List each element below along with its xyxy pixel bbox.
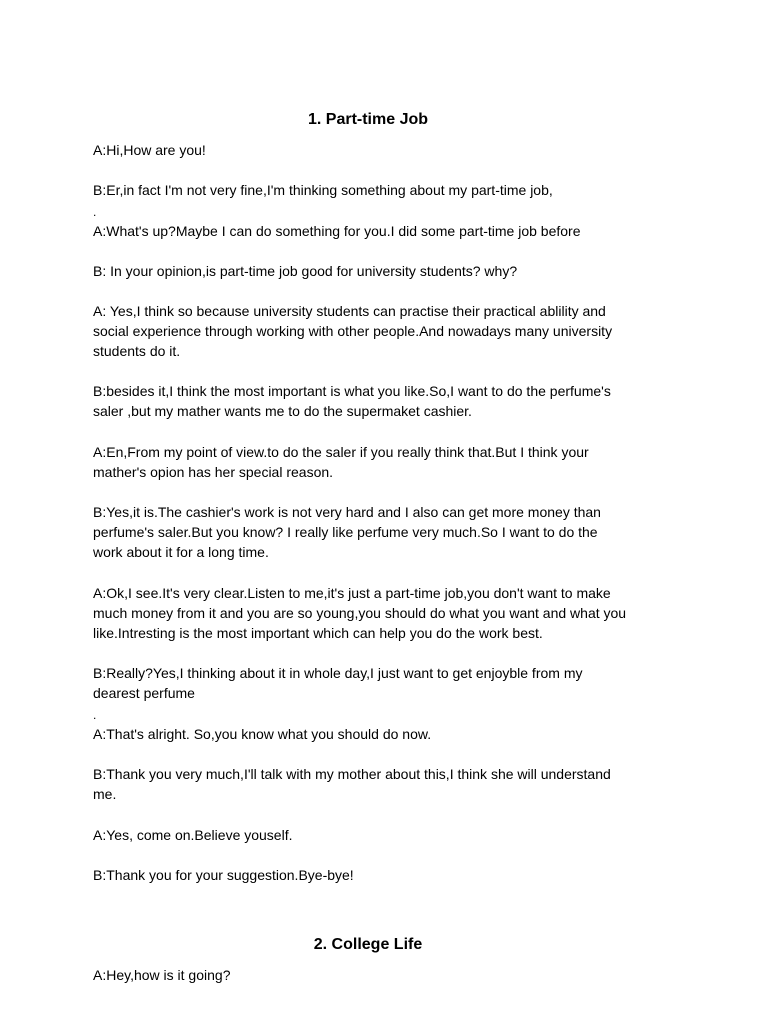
dialogue-line: A:That's alright. So,you know what you should do now.: [93, 726, 432, 742]
dialogue-line: A:Yes, come on.Believe youself.: [93, 827, 293, 843]
dialogue-line: B:Thank you for your suggestion.Bye-bye!: [93, 867, 354, 883]
dialogue-line: A: Yes,I think so because university students can practise their practical ablility and social experience through working with other people.And nowadays many university students do it.: [93, 303, 613, 360]
dialogue-line: B:besides it,I think the most important is what you like.So,I want to do the perfume's saler ,but my mather wants me to do the supermaket cashier.: [93, 383, 611, 420]
section-title-part-time-job: 1. Part-time Job: [307, 111, 429, 128]
dialogue-line: B: In your opinion,is part-time job good for university students? why?: [93, 263, 518, 279]
dialogue-line: A:Ok,I see.It's very clear.Listen to me,it's just a part-time job,you don't want to make much money from it and you are so young,you should do what you want and what you like.Intresting is the most important which can help you do the work best.: [93, 585, 627, 642]
stray-dot: .: [93, 205, 97, 219]
section-title-college-life: 2. College Life: [313, 936, 423, 953]
dialogue-line: A:En,From my point of view.to do the saler if you really think that.But I think your mather's opion has her special reason.: [93, 444, 589, 481]
dialogue-line: A:Hi,How are you!: [93, 142, 206, 158]
dialogue-line: B:Thank you very much,I'll talk with my mother about this,I think she will understand me.: [93, 766, 611, 803]
stray-dot: .: [93, 708, 97, 722]
dialogue-line: B:Er,in fact I'm not very fine,I'm thinking something about my part-time job,: [93, 182, 553, 198]
dialogue-line: A:Hey,how is it going?: [93, 967, 231, 983]
dialogue-line: B:Yes,it is.The cashier's work is not very hard and I also can get more money than perfume's saler.But you know? I really like perfume very much.So I want to do the work about it for a long time.: [93, 504, 601, 561]
dialogue-line: B:Really?Yes,I thinking about it in whole day,I just want to get enjoyble from my dearest perfume: [93, 665, 583, 702]
dialogue-line: A:What's up?Maybe I can do something for you.I did some part-time job before: [93, 223, 581, 239]
